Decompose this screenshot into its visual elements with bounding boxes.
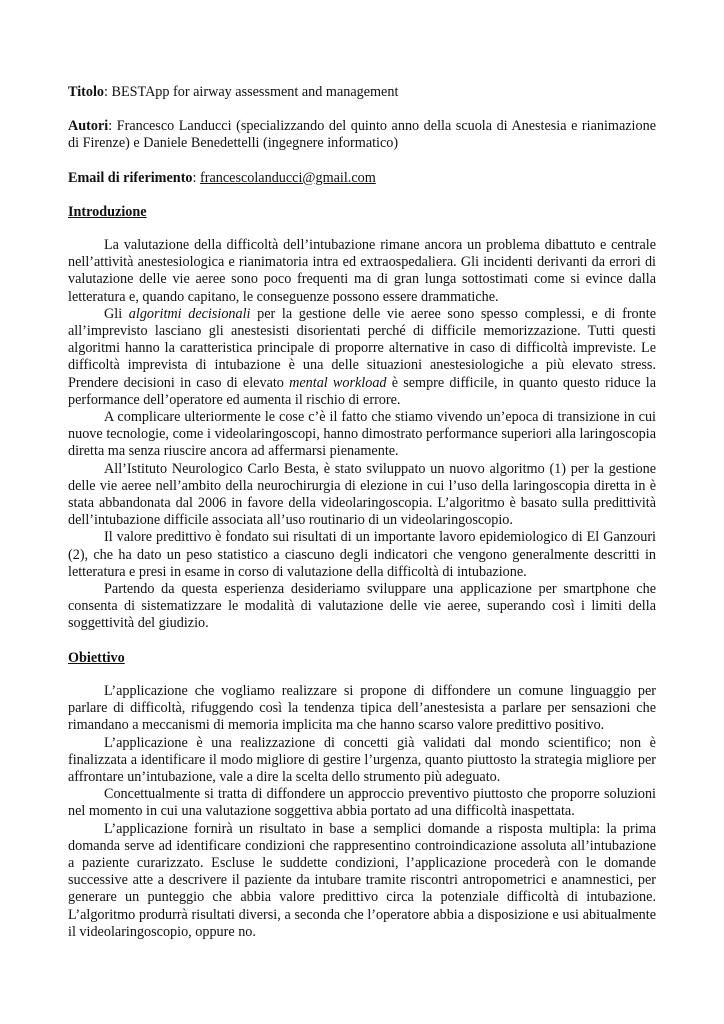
intro-paragraph-6: Partendo da questa esperienza desideriamo sviluppare una applicazione per smartphone che consenta di sistematizzare le modalità di valutazione delle vie aeree, superando così i limiti della soggettività del giudizio.	[68, 581, 656, 632]
intro-paragraph-2-part-b: per la gestione delle vie aeree sono spesso complessi, e di fronte all’imprevisto lasciano gli anestesisti disorientati perché di difficile memorizzazione. Tutti questi algoritmi hanno la caratteristica principale di proporre alternative in caso di difficoltà impreviste. Le difficoltà imprevista di intubazione è una delle situazioni anestesiologiche a più elevato stress. Prendere decisioni in caso di elevato	[68, 305, 656, 391]
obiettivo-paragraph-1: L’applicazione che vogliamo realizzare si propone di diffondere un comune linguaggio per parlare di difficoltà, rifuggendo così la tendenza tipica dell’anestesista a parlare per sensazioni che rimandano a meccanismi di memoria implicita ma che hanno scarso valore predittivo positivo.	[68, 682, 656, 734]
section-spacer	[68, 633, 656, 650]
title-value: BESTApp for airway assessment and management	[111, 84, 399, 100]
section-heading-obiettivo: Obiettivo	[68, 649, 125, 666]
intro-paragraph-1: La valutazione della difficoltà dell’intubazione rimane ancora un problema dibattuto e centrale nell’attività anestesiologica e rianimatoria intra ed extraospedaliera. Gli incidenti derivanti da errori di valutazione delle vie aeree sono poco frequenti ma di gran lunga sottostimati come si evince dalla letteratura e, quando capitano, le conseguenze possono essere drammatiche.	[68, 237, 656, 305]
intro-paragraph-2-part-a: Gli	[104, 305, 129, 322]
authors-value: Francesco Landucci (specializzando del quinto anno della scuola di Anestesia e rianimazione di Firenze) e Daniele Benedettelli (ingegnere informatico)	[68, 118, 656, 152]
intro-paragraph-4: All’Istituto Neurologico Carlo Besta, è stato sviluppato un nuovo algoritmo (1) per la gestione delle vie aeree nell’ambito della neurochirurgia di elezione in cui l’uso della laringoscopia diretta in è stata abbandonata dal 2006 in favore della videolaringoscopia. L’algoritmo è basato sulla predittività dell’intubazione difficile associata all’uso routinario di un videolaringoscopio.	[68, 460, 656, 529]
intro-paragraph-2-italic-b: mental workload	[289, 374, 387, 391]
obiettivo-paragraph-4: L’applicazione fornirà un risultato in base a semplici domande a risposta multipla: la prima domanda serve ad identificare condizioni che rappresentino controindicazione assoluta all’intubazione a paziente curarizzato. Escluse le suddette condizioni, l’applicazione procederà con le domande successive atte a descrivere il paziente da intubare tramite riscontri antropometrici e anamnestici, per generare un punteggio che abbia valore predittivo circa la potenziale difficoltà di intubazione. L’algoritmo produrrà risultati diversi, a seconda che l’operatore abbia a disposizione e usi abitualmente il videolaringoscopio, oppure no.	[68, 820, 656, 940]
intro-paragraph-2-part-c: è sempre difficile, in quanto questo riduce la performance dell’operatore ed aumenta il rischio di errore.	[68, 374, 656, 408]
section-heading-introduzione: Introduzione	[68, 203, 147, 220]
authors-label: Autori	[68, 118, 109, 135]
email-label: Email di riferimento	[68, 169, 193, 186]
intro-paragraph-3: A complicare ulteriormente le cose c’è il fatto che stiamo vivendo un’epoca di transizione in cui nuove tecnologie, come i videolaringoscopi, hanno dimostrato performance superiori alla laringoscopia diretta ma senza riuscire ancora ad affermarsi pienamente.	[68, 409, 656, 460]
title-line: Titolo: BESTApp for airway assessment and management	[68, 84, 399, 100]
authors-line: Autori: Francesco Landucci (specializzando del quinto anno della scuola di Anestesia e rianimazione di Firenze) e Daniele Benedettelli (ingegnere informatico)	[68, 118, 656, 152]
email-link[interactable]: francescolanducci@gmail.com	[200, 169, 376, 186]
obiettivo-paragraph-2: L’applicazione è una realizzazione di concetti già validati dal mondo scientifico; non è finalizzata a identificare il modo migliore di gestire l’urgenza, quanto piuttosto la strategia migliore per affrontare un’intubazione, vale a dire la scelta dello strumento più adeguato.	[68, 734, 656, 785]
intro-paragraph-2	[68, 306, 656, 409]
intro-paragraph-2-italic-a: algoritmi decisionali	[128, 305, 251, 322]
document-page	[68, 84, 656, 941]
obiettivo-paragraph-3: Concettualmente si tratta di diffondere un approccio preventivo piuttosto che proporre soluzioni nel momento in cui una valutazione soggettiva abbia portato ad una difficoltà inaspettata.	[68, 786, 656, 820]
intro-paragraph-5: Il valore predittivo è fondato sui risultati di un importante lavoro epidemiologico di El Ganzouri (2), che ha dato un peso statistico a ciascuno degli indicatori che vengono generalmente descritti in letteratura e presi in esame in corso di valutazione della difficoltà di intubazione.	[68, 529, 656, 580]
title-label: Titolo	[68, 84, 105, 100]
email-line: Email di riferimento: francescolanducci@gmail.com	[68, 169, 376, 186]
